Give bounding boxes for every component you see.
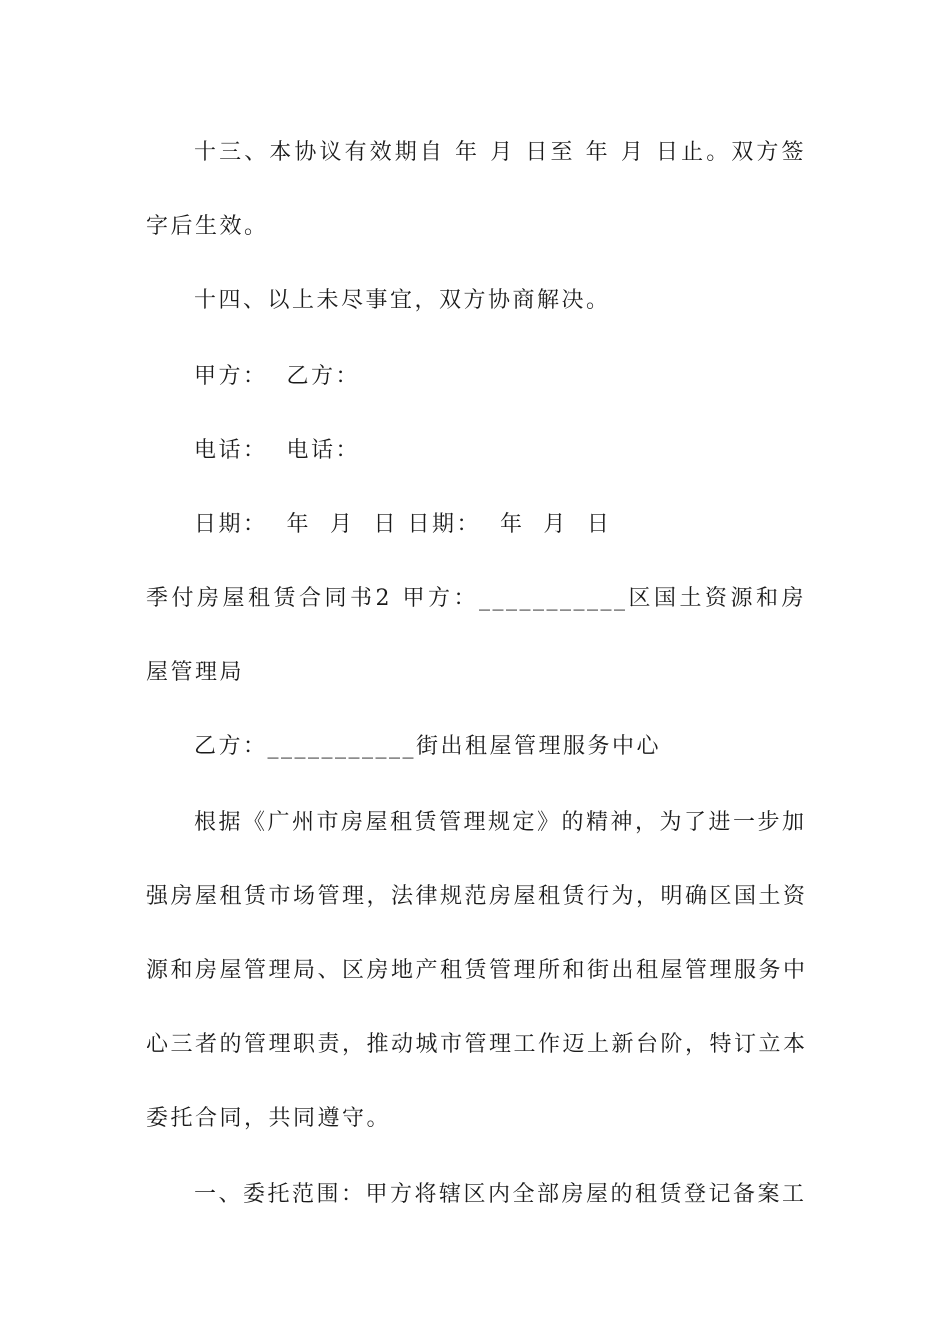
clause-14-line: 十四、以上未尽事宜，双方协商解决。 (194, 288, 611, 313)
party-a-continued: 屋管理局 (146, 660, 245, 685)
preamble-line-2: 强房屋租赁市场管理，法律规范房屋租赁行为，明确区国土资 (146, 884, 808, 909)
party-b-line: 乙方：___________街出租屋管理服务中心 (194, 734, 662, 759)
phone-line: 电话： 电话： (194, 438, 360, 463)
contract-title-line: 季付房屋租赁合同书2 甲方：___________区国土资源和房 (146, 586, 806, 611)
preamble-line-5: 委托合同，共同遵守。 (146, 1106, 392, 1131)
clause-13-line-2: 字后生效。 (146, 214, 269, 239)
party-signature-line: 甲方： 乙方： (194, 364, 360, 389)
preamble-line-4: 心三者的管理职责，推动城市管理工作迈上新台阶，特订立本 (146, 1032, 808, 1057)
clause-13-line-1: 十三、本协议有效期自 年 月 日至 年 月 日止。双方签 (194, 140, 806, 165)
date-line: 日期： 年 月 日 日期： 年 月 日 (194, 512, 612, 537)
preamble-line-1: 根据《广州市房屋租赁管理规定》的精神，为了进一步加 (194, 810, 807, 835)
preamble-line-3: 源和房屋管理局、区房地产租赁管理所和街出租屋管理服务中 (146, 958, 808, 983)
clause-1-line-1: 一、委托范围：甲方将辖区内全部房屋的租赁登记备案工 (194, 1182, 807, 1207)
